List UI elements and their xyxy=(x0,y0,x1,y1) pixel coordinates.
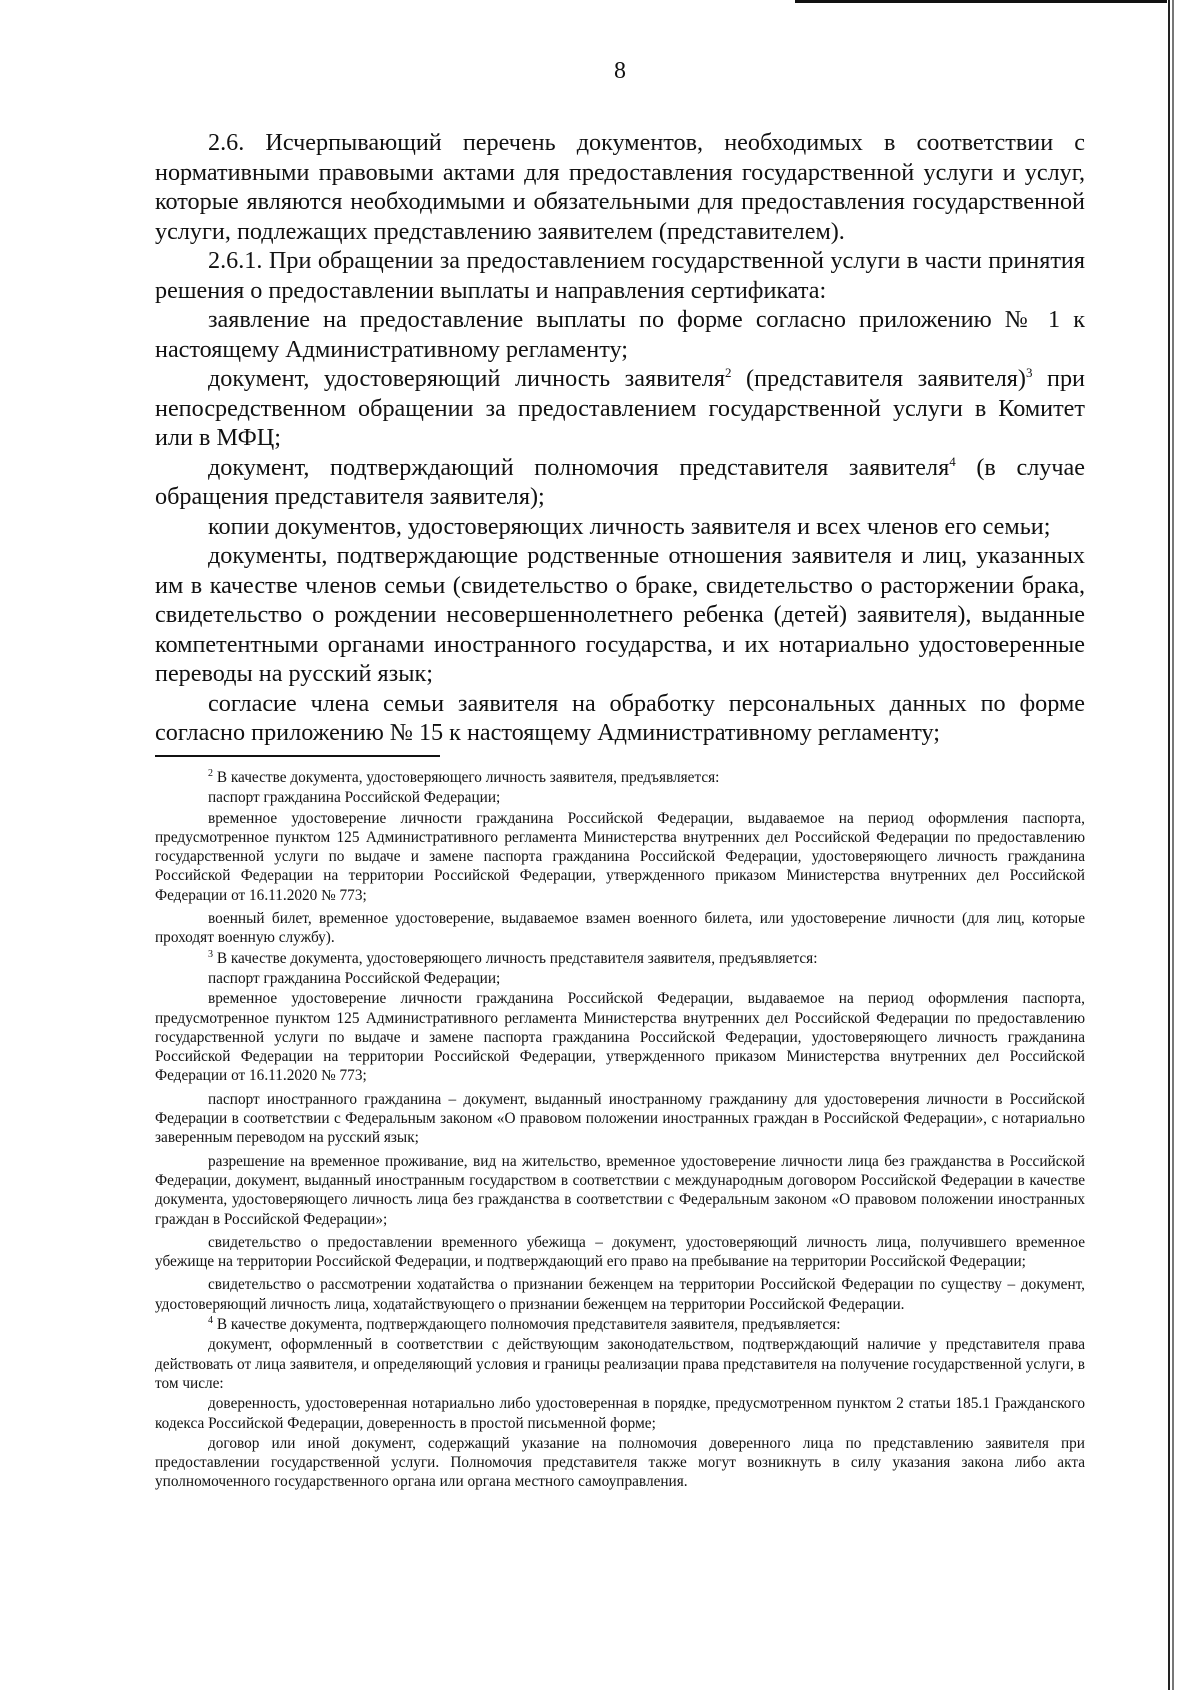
footnote-text: В качестве документа, подтверждающего полномочия представителя заявителя, предъявляется: xyxy=(213,1316,841,1334)
footnote-line: договор или иной документ, содержащий указание на полномочия доверенного лица по представлению заявителя при предоставлении государственной услуги. Полномочия представителя также могут возникнуть в силу указания закона либо акта уполномоченного государственного органа или органа местного самоуправления. xyxy=(155,1434,1085,1491)
paragraph-identity-document xyxy=(155,364,1085,453)
footnote-text: В качестве документа, удостоверяющего личность представителя заявителя, предъявляется: xyxy=(213,949,818,967)
footnote-2 xyxy=(155,768,1085,787)
footnote-ref: 4 xyxy=(949,453,956,469)
paragraph-2-6: 2.6. Исчерпывающий перечень документов, необходимых в соответствии с нормативными правовыми актами для предоставления государственной услуги и услуг, которые являются необходимыми и обязательными для предоставления государственной услуги, подлежащих представлению заявителем (представителем). xyxy=(155,129,1085,245)
footnote-line: документ, оформленный в соответствии с действующим законодательством, подтверждающий наличие у представителя права действовать от лица заявителя, и определяющий условия и границы реализации права представителя на получение государственной услуги, в том числе: xyxy=(155,1336,1085,1392)
footnote-line: временное удостоверение личности гражданина Российской Федерации, выдаваемое на период оформления паспорта, предусмотренное пунктом 125 Административного регламента Министерства внутренних дел Российской Федерации по предоставлению государственной услуги по выдаче и замене паспорта гражданина Российской Федерации, удостоверяющего личность гражданина Российской Федерации на территории Российской Федерации, утвержденного приказом Министерства внутренних дел Российской Федерации от 16.11.2020 № 773; xyxy=(155,990,1085,1085)
top-border-line xyxy=(795,0,1167,3)
text-run: документ, удостоверяющий личность заявителя xyxy=(208,365,725,392)
footnote-mark: 3 xyxy=(208,948,213,960)
footnote-line: свидетельство о рассмотрении ходатайства о признании беженцем на территории Российской Федерации по существу – документ, удостоверяющий личность лица, ходатайствующего о признании беженцем на территории Российской Федерации. xyxy=(155,1276,1085,1313)
scan-edge-line-inner xyxy=(1172,0,1174,1690)
footnote-4 xyxy=(155,1315,1085,1334)
footnotes xyxy=(155,768,1085,1493)
main-text xyxy=(155,128,1085,748)
footnote-line: временное удостоверение личности гражданина Российской Федерации, выдаваемое на период оформления паспорта, предусмотренное пунктом 125 Административного регламента Министерства внутренних дел Российской Федерации по предоставлению государственной услуги по выдаче и замене паспорта гражданина Российской Федерации, удостоверяющего личность гражданина Российской Федерации на территории Российской Федерации, утвержденного приказом Министерства внутренних дел Российской Федерации от 16.11.2020 № 773; xyxy=(155,809,1085,904)
footnote-separator xyxy=(155,755,440,757)
paragraph-kinship-documents: документы, подтверждающие родственные отношения заявителя и лиц, указанных им в качестве членов семьи (свидетельство о браке, свидетельство о расторжении брака, свидетельство о рождении несовершеннолетнего ребенка (детей) заявителя), выданные компетентными органами иностранного государства, и их нотариально удостоверенные переводы на русский язык; xyxy=(155,542,1085,687)
footnote-3 xyxy=(155,949,1085,968)
scan-edge-line xyxy=(1168,0,1170,1690)
footnote-line: паспорт гражданина Российской Федерации; xyxy=(208,789,501,807)
paragraph-2-6-1: 2.6.1. При обращении за предоставлением государственной услуги в части принятия решения о предоставлении выплаты и направления сертификата: xyxy=(155,247,1085,304)
footnote-text: В качестве документа, удостоверяющего личность заявителя, предъявляется: xyxy=(213,769,720,786)
text-run: (в случае обращения представителя заявителя); xyxy=(155,453,1085,510)
footnote-line: паспорт иностранного гражданина – документ, выданный иностранному гражданину для удостоверения личности в Российской Федерации в соответствии с Федеральным законом «О правовом положении иностранных граждан в Российской Федерации», с нотариально заверенным переводом на русский язык; xyxy=(155,1090,1085,1147)
footnote-line: разрешение на временное проживание, вид на жительство, временное удостоверение личности лица без гражданства в Российской Федерации, документ, выданный иностранным государством в соответствии с международным договором Российской Федерации в качестве документа, удостоверяющего личность лица без гражданства в соответствии с Федеральным законом «О правовом положении иностранных граждан в Российской Федерации»; xyxy=(155,1152,1085,1228)
page-number: 8 xyxy=(614,58,626,84)
footnote-ref: 3 xyxy=(1025,364,1033,380)
paragraph-copies: копии документов, удостоверяющих личность заявителя и всех членов его семьи; xyxy=(208,512,1051,540)
paragraph-authority-document xyxy=(155,453,1085,512)
text-run: (представителя заявителя) xyxy=(731,365,1026,392)
footnote-mark: 2 xyxy=(208,767,213,779)
footnote-ref: 2 xyxy=(724,364,732,380)
footnote-line: паспорт гражданина Российской Федерации; xyxy=(208,969,501,987)
text-run: при непосредственном обращении за предоставлением государственной услуги в Комитет или в МФЦ; xyxy=(155,365,1085,451)
paragraph-application: заявление на предоставление выплаты по форме согласно приложению № 1 к настоящему Административному регламенту; xyxy=(155,306,1085,363)
text-run: документ, подтверждающий полномочия представителя заявителя xyxy=(208,453,950,481)
footnote-line: свидетельство о предоставлении временного убежища – документ, удостоверяющий личность лица, получившего временное убежище на территории Российской Федерации, и подтверждающий его право на пребывание на территории Российской Федерации; xyxy=(155,1233,1085,1271)
footnote-line: доверенность, удостоверенная нотариально либо удостоверенная в порядке, предусмотренном пунктом 2 статьи 185.1 Гражданского кодекса Российской Федерации, доверенность в простой письменной форме; xyxy=(155,1395,1085,1432)
footnote-mark: 4 xyxy=(208,1314,213,1326)
paragraph-consent: согласие члена семьи заявителя на обработку персональных данных по форме согласно приложению № 15 к настоящему Административному регламенту; xyxy=(155,689,1085,746)
footnote-line: военный билет, временное удостоверение, выдаваемое взамен военного билета, или удостоверение личности (для лиц, которые проходят военную службу). xyxy=(155,910,1085,947)
